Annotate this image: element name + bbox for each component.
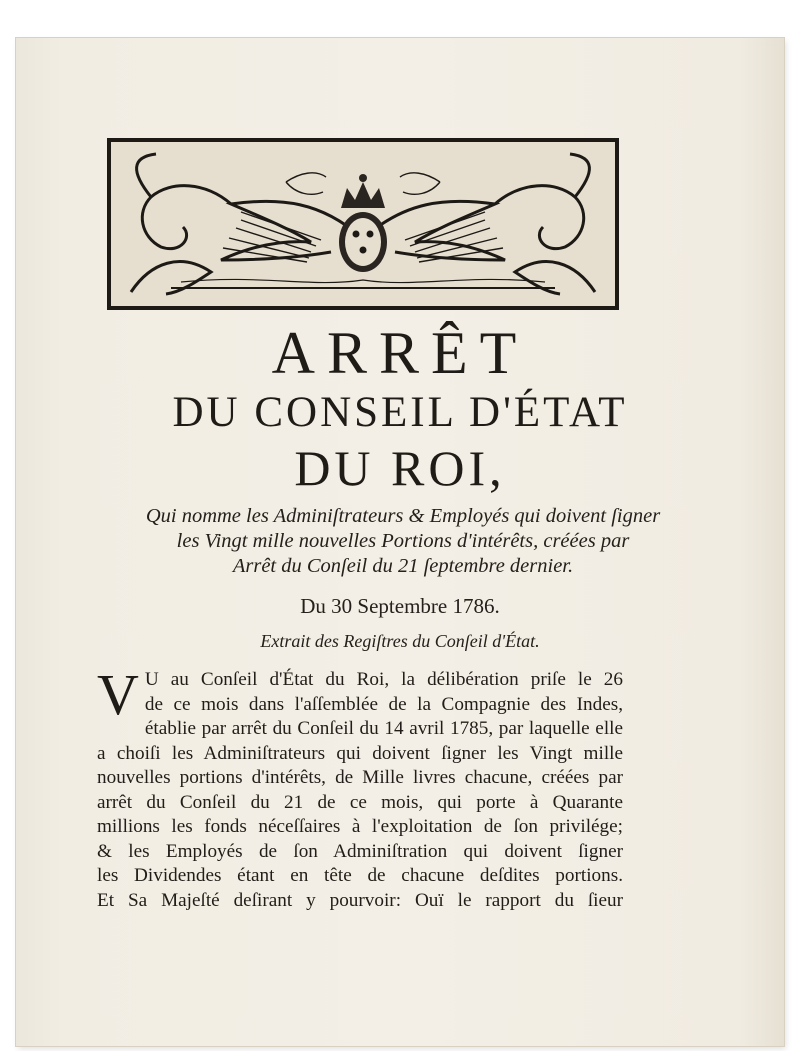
subtitle: [78, 504, 728, 579]
body-line: & les Employés de ſon Adminiſtration qui doivent ſigner: [97, 840, 623, 862]
title-conseil: DU CONSEIL D'ÉTAT: [172, 389, 628, 436]
body-line: millions les fonds néceſſaires à l'exploitation de ſon privilége;: [97, 816, 623, 837]
subtitle-line: Arrêt du Conſeil du 21 ſeptembre dernier.: [232, 555, 574, 577]
body-line: de ce mois dans l'aſſemblée de la Compagnie des Indes,: [144, 693, 623, 715]
decree-date: Du 30 Septembre 1786.: [300, 594, 500, 618]
body-line: Et Sa Majeſté deſirant y pourvoir: Ouï le rapport du ſieur: [97, 889, 623, 911]
drop-cap: V: [97, 662, 139, 727]
body-line: établie par arrêt du Conſeil du 14 avril 1785, par laquelle elle: [144, 718, 623, 739]
royal-arms-headpiece: [107, 138, 619, 310]
subtitle-line: les Vingt mille nouvelles Portions d'intérêts, créées par: [176, 530, 630, 552]
document-page: [16, 38, 784, 1046]
body-line: a choiſi les Adminiſtrateurs qui doivent ſigner les Vingt mille: [97, 742, 623, 764]
subtitle-line: Qui nomme les Adminiſtrateurs & Employés qui doivent ſigner: [145, 505, 661, 527]
extract-heading: Extrait des Regiſtres du Conſeil d'État.: [260, 631, 540, 651]
body-line: les Dividendes étant en tête de chacune deſdites portions.: [97, 865, 623, 886]
body-line: U au Conſeil d'État du Roi, la délibération priſe le 26: [144, 669, 623, 690]
title-du-roi: DU ROI,: [294, 440, 506, 496]
title-arret: ARRÊT: [271, 320, 529, 386]
body-text: [97, 662, 623, 913]
body-line: nouvelles portions d'intérêts, de Mille livres chacune, créées par: [97, 767, 623, 788]
body-line: arrêt du Conſeil du 21 de ce mois, qui porte à Quarante: [97, 791, 623, 813]
